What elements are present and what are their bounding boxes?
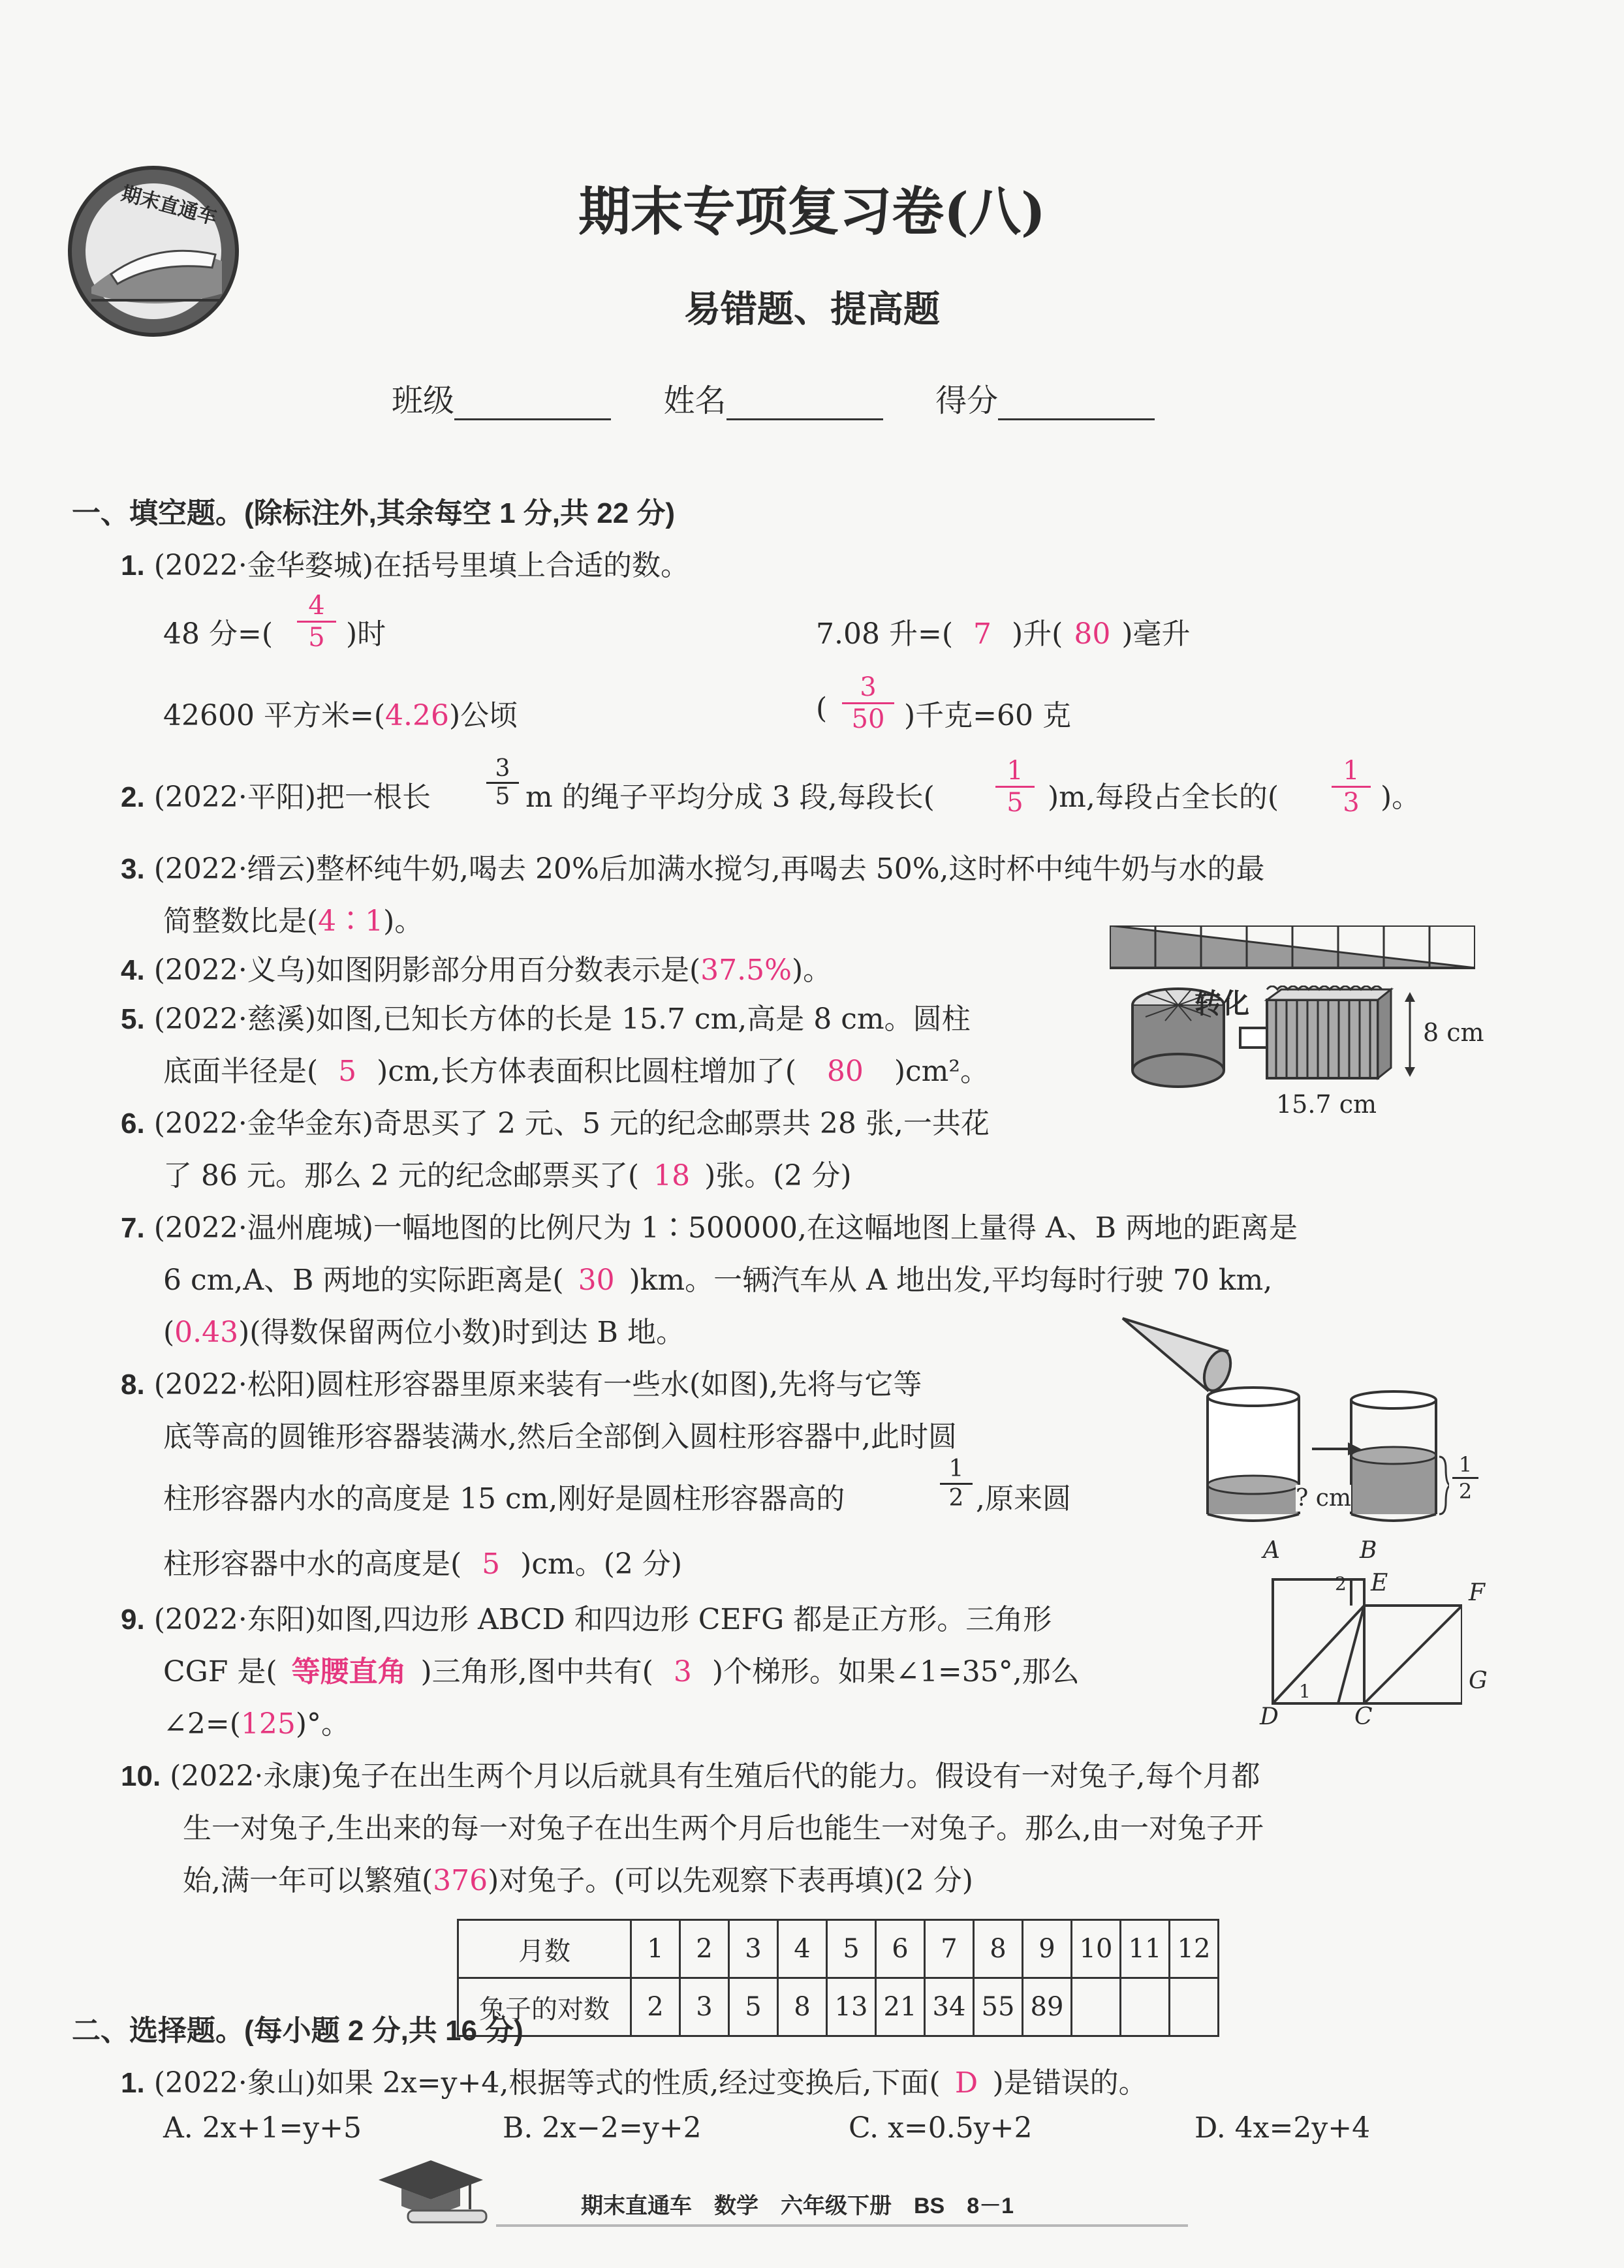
q9-angle-1-label: 1 [1299, 1681, 1311, 1702]
table-cell: 8 [778, 1978, 827, 2036]
q9-squares-figure [1266, 1566, 1462, 1719]
q5-cuboid-figure [1263, 986, 1394, 1086]
q3-line1: 3. (2022·缙云)整杯纯牛奶,喝去 20%后加满水搅匀,再喝去 50%,这时杯中纯牛奶与水的最 [121, 852, 1265, 886]
q8-line2: 底等高的圆锥形容器装满水,然后全部倒入圆柱形容器中,此时圆 [163, 1420, 957, 1453]
q6-line2: 了 86 元。那么 2 元的纪念邮票买了( 18 )张。(2 分) [163, 1159, 852, 1192]
q1-b: 7.08 升=( 7 )升( 80 )毫升 [816, 617, 1191, 651]
name-label: 姓名 [663, 382, 726, 419]
q7-line3: (0.43)(得数保留两位小数)时到达 B 地。 [163, 1316, 685, 1349]
q7-answer1: 30 [578, 1264, 615, 1297]
s2-q1-option-d: D. 4x=2y+4 [1195, 2111, 1371, 2145]
q4-line: 4. (2022·义乌)如图阴影部分用百分数表示是(37.5%)。 [121, 954, 832, 987]
table-cell: 5 [729, 1978, 778, 2036]
q3-line2: 简整数比是(4∶1)。 [163, 905, 424, 938]
q9-line1: 9. (2022·东阳)如图,四边形 ABCD 和四边形 CEFG 都是正方形。三角形 [121, 1603, 1052, 1636]
q2-post: )。 [1381, 781, 1421, 814]
table-cell [1072, 1978, 1121, 2036]
q7-answer2: 0.43 [174, 1316, 239, 1349]
s2-q1-answer: D [954, 2066, 978, 2100]
q8-figure [1110, 1312, 1449, 1530]
q5-answer1: 5 [338, 1055, 357, 1088]
q1-number: 1. [121, 550, 145, 582]
q9-answer1: 等腰直角 [291, 1655, 407, 1688]
table-header-months: 月数 [458, 1920, 631, 1978]
q1-c: 42600 平方米=(4.26)公顷 [163, 699, 518, 732]
s2-q1-option-a: A. 2x+1=y+5 [163, 2111, 362, 2145]
q2-answer2: $\frac{1}{3}$ [1332, 756, 1371, 818]
q8-answer: 5 [482, 1547, 501, 1581]
table-cell: 2 [631, 1978, 680, 2036]
q8-line3-pre: 柱形容器内水的高度是 15 cm,刚好是圆柱形容器高的 [163, 1482, 845, 1515]
table-cell: 34 [925, 1978, 974, 2036]
q5-answer2: 80 [826, 1055, 864, 1088]
graduation-cap-icon [372, 2157, 490, 2231]
q1-a-pre: 48 分=( [163, 617, 273, 651]
q9-answer3: 125 [240, 1707, 296, 1741]
q1-a-answer: $\frac{4}{5}$ [297, 591, 336, 653]
q1-c-answer: 4.26 [385, 699, 449, 732]
q9-label-D: D [1260, 1703, 1279, 1730]
q10-answer: 376 [433, 1864, 488, 1897]
section2-heading: 二、选择题。(每小题 2 分,共 16 分) [72, 2015, 523, 2047]
q10-line3: 始,满一年可以繁殖(376)对兔子。(可以先观察下表再填)(2 分) [183, 1864, 973, 1897]
q5-height-label: 8 cm [1423, 1018, 1484, 1047]
s2-q1-option-c: C. x=0.5y+2 [849, 2111, 1033, 2145]
q1-d-answer: $\frac{3}{50}$ [842, 672, 894, 734]
q1-d-pre: ( [816, 692, 828, 725]
q9-label-C: C [1354, 1703, 1373, 1730]
q10-line2: 生一对兔子,生出来的每一对兔子在出生两个月后也能生一对兔子。那么,由一对兔子开 [183, 1812, 1264, 1845]
table-cell: 55 [974, 1978, 1023, 2036]
q2-length-fraction: $\frac{3}{5}$ [486, 756, 519, 810]
table-cell: 2 [680, 1920, 729, 1978]
footer-text: 期末直通车 数学 六年级下册 BS 8－1 [581, 2194, 1014, 2218]
q7-line2: 6 cm,A、B 两地的实际距离是( 30 )km。一辆汽车从 A 地出发,平均每时行驶 70 km, [163, 1264, 1273, 1297]
table-header-pairs: 兔子的对数 [458, 1978, 631, 2036]
section1-heading: 一、填空题。(除标注外,其余每空 1 分,共 22 分) [72, 497, 676, 529]
table-cell: 13 [827, 1978, 876, 2036]
table-cell: 4 [778, 1920, 827, 1978]
q8-fraction: $\frac{1}{2}$ [940, 1455, 973, 1512]
q4-answer: 37.5% [700, 954, 792, 987]
q4-shaded-figure [1110, 925, 1475, 974]
q9-label-A: A [1263, 1537, 1280, 1564]
q1-text: (2022·金华婺城)在括号里填上合适的数。 [153, 549, 689, 582]
q7-line1: 7. (2022·温州鹿城)一幅地图的比例尺为 1∶500000,在这幅地图上量得 A、B 两地的距离是 [121, 1211, 1298, 1245]
q8-line3-post: ,原来圆 [976, 1482, 1071, 1515]
q10-line1: 10. (2022·永康)兔子在出生两个月以后就具有生殖后代的能力。假设有一对兔子,每个月都 [121, 1760, 1260, 1793]
logo-text: 期末直通车 [119, 182, 220, 230]
q5-line1: 5. (2022·慈溪)如图,已知长方体的长是 15.7 cm,高是 8 cm。圆柱 [121, 1002, 971, 1036]
q2-answer1: $\frac{1}{5}$ [995, 756, 1035, 818]
score-input[interactable] [998, 392, 1155, 420]
q6-line1: 6. (2022·金华金东)奇思买了 2 元、5 元的纪念邮票共 28 张,一共花 [121, 1107, 990, 1140]
q1-a-post: )时 [346, 617, 386, 651]
table-cell: 9 [1023, 1920, 1072, 1978]
q9-answer2: 3 [673, 1655, 692, 1688]
table-cell: 10 [1072, 1920, 1121, 1978]
table-cell: 89 [1023, 1978, 1072, 2036]
q1-b-answer2: 80 [1074, 617, 1111, 651]
q5-height-marker [1403, 992, 1416, 1080]
table-cell: 1 [631, 1920, 680, 1978]
q8-line4: 柱形容器中水的高度是( 5 )cm。(2 分) [163, 1547, 683, 1581]
q2-mid1: m 的绳子平均分成 3 段,每段长( [525, 781, 935, 814]
table-cell: 11 [1121, 1920, 1170, 1978]
table-cell: 6 [876, 1920, 925, 1978]
q2-mid2: )m,每段占全长的( [1048, 781, 1279, 814]
q9-line2: CGF 是( 等腰直角 )三角形,图中共有( 3 )个梯形。如果∠1=35°,那么 [163, 1648, 1080, 1690]
q9-line3: ∠2=(125)°。 [163, 1707, 351, 1741]
q8-figure-unknown-label: ? cm [1296, 1485, 1352, 1512]
page-title: 期末专项复习卷(八) [578, 181, 1046, 242]
q1-stem [121, 542, 689, 583]
q5-length-label: 15.7 cm [1276, 1090, 1377, 1119]
table-cell: 7 [925, 1920, 974, 1978]
q5-convert-label: 转化 [1195, 988, 1250, 1019]
q9-angle-2-label: 2 [1335, 1573, 1347, 1594]
class-input[interactable] [454, 392, 611, 420]
page-subtitle: 易错题、提高题 [684, 288, 940, 330]
q8-line1: 8. (2022·松阳)圆柱形容器里原来装有一些水(如图),先将与它等 [121, 1368, 922, 1401]
name-input[interactable] [726, 392, 883, 420]
table-row [458, 1978, 1219, 2036]
q1-b-answer1: 7 [973, 617, 992, 651]
score-label: 得分 [935, 382, 999, 419]
s2-q1-option-b: B. 2x−2=y+2 [503, 2111, 702, 2145]
q1-d-post: )千克=60 克 [904, 699, 1072, 732]
q2-pre: 2. (2022·平阳)把一根长 [121, 781, 431, 814]
info-fields [392, 375, 1155, 420]
q8-figure-fraction: $\frac{1}{2}$ [1452, 1452, 1478, 1504]
table-cell: 5 [827, 1920, 876, 1978]
table-cell: 12 [1170, 1920, 1219, 1978]
table-cell: 3 [729, 1920, 778, 1978]
q3-answer: 4∶1 [318, 905, 384, 938]
q9-label-G: G [1469, 1668, 1488, 1694]
footer-rule [496, 2224, 1188, 2227]
table-cell: 8 [974, 1920, 1023, 1978]
table-row [458, 1920, 1219, 1978]
q9-label-E: E [1371, 1570, 1388, 1596]
table-cell: 21 [876, 1978, 925, 2036]
q9-label-F: F [1469, 1579, 1485, 1606]
table-cell [1170, 1978, 1219, 2036]
q5-line2: 底面半径是( 5 )cm,长方体表面积比圆柱增加了( 80 )cm²。 [163, 1055, 990, 1088]
table-cell [1121, 1978, 1170, 2036]
q9-label-B: B [1360, 1537, 1377, 1564]
q6-answer: 18 [653, 1159, 691, 1192]
s2-q1-stem: 1. (2022·象山)如果 2x=y+4,根据等式的性质,经过变换后,下面( D )是错误的。 [121, 2066, 1148, 2100]
q10-table [457, 1919, 1219, 2037]
table-cell: 3 [680, 1978, 729, 2036]
class-label: 班级 [392, 382, 455, 419]
